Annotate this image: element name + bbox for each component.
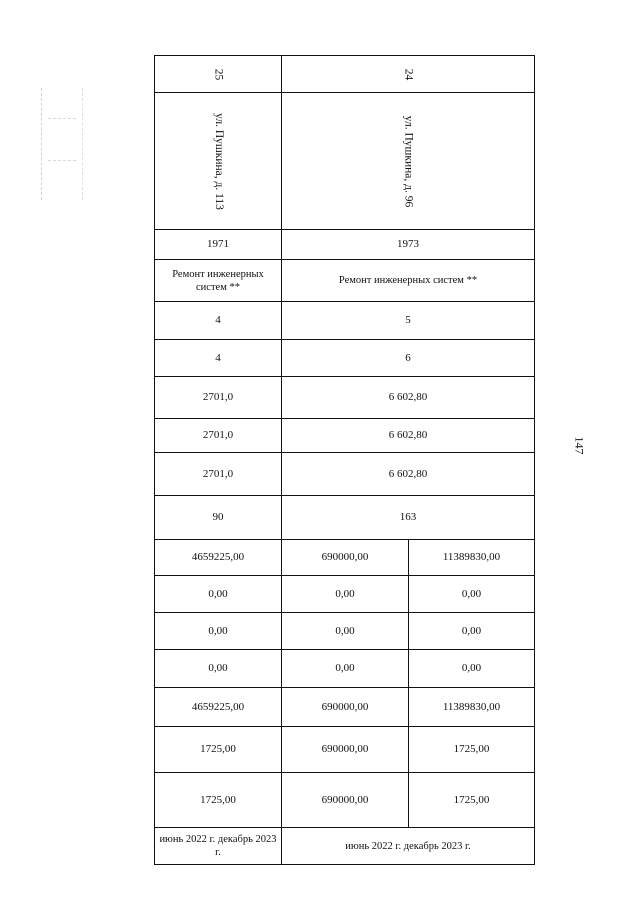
table-row bbox=[155, 727, 535, 773]
cell-right: 0,00 bbox=[409, 650, 535, 688]
page-number: 147 bbox=[572, 436, 587, 455]
address-left: ул. Пушкина, д. 113 bbox=[155, 93, 282, 230]
table-row bbox=[155, 540, 535, 576]
period-right: июнь 2022 г. декабрь 2023 г. bbox=[282, 828, 535, 865]
table-row bbox=[155, 773, 535, 828]
table-row bbox=[155, 340, 535, 377]
table-row bbox=[155, 688, 535, 727]
cell-middle: 690000,00 bbox=[282, 727, 409, 773]
table-row bbox=[155, 93, 535, 230]
column-number-right: 24 bbox=[282, 56, 535, 93]
table-row bbox=[155, 419, 535, 453]
cell-middle: 0,00 bbox=[282, 650, 409, 688]
cell-right: 11389830,00 bbox=[409, 688, 535, 727]
cell-right: 6 bbox=[282, 340, 535, 377]
cell-middle: 690000,00 bbox=[282, 773, 409, 828]
cell-right: 6 602,80 bbox=[282, 453, 535, 496]
table-row bbox=[155, 230, 535, 260]
cell-right: 0,00 bbox=[409, 576, 535, 613]
cell-left: 1725,00 bbox=[155, 773, 282, 828]
cell-right: 6 602,80 bbox=[282, 419, 535, 453]
work-type-right: Ремонт инженерных систем ** bbox=[282, 260, 535, 302]
period-left: июнь 2022 г. декабрь 2023 г. bbox=[155, 828, 282, 865]
scan-stamp-mark bbox=[41, 88, 83, 200]
table-row bbox=[155, 828, 535, 865]
table-row bbox=[155, 260, 535, 302]
cell-right: 6 602,80 bbox=[282, 377, 535, 419]
table-row bbox=[155, 302, 535, 340]
cell-right: 5 bbox=[282, 302, 535, 340]
table-row bbox=[155, 650, 535, 688]
table-row bbox=[155, 496, 535, 540]
work-type-left: Ремонт инженерных систем ** bbox=[155, 260, 282, 302]
cell-left: 4 bbox=[155, 340, 282, 377]
cell-right: 11389830,00 bbox=[409, 540, 535, 576]
table-row bbox=[155, 56, 535, 93]
cell-left: 0,00 bbox=[155, 613, 282, 650]
cell-left: 2701,0 bbox=[155, 377, 282, 419]
cell-left: 2701,0 bbox=[155, 419, 282, 453]
table-row bbox=[155, 377, 535, 419]
cell-right: 163 bbox=[282, 496, 535, 540]
table-row bbox=[155, 576, 535, 613]
year-right: 1973 bbox=[282, 230, 535, 260]
cell-left: 1725,00 bbox=[155, 727, 282, 773]
cell-middle: 0,00 bbox=[282, 613, 409, 650]
cell-right: 1725,00 bbox=[409, 773, 535, 828]
column-number-left: 25 bbox=[155, 56, 282, 93]
cell-middle: 0,00 bbox=[282, 576, 409, 613]
cell-left: 0,00 bbox=[155, 576, 282, 613]
year-left: 1971 bbox=[155, 230, 282, 260]
repair-table bbox=[154, 55, 535, 865]
cell-left: 4 bbox=[155, 302, 282, 340]
cell-middle: 690000,00 bbox=[282, 540, 409, 576]
table-row bbox=[155, 613, 535, 650]
cell-left: 90 bbox=[155, 496, 282, 540]
table-row bbox=[155, 453, 535, 496]
cell-left: 2701,0 bbox=[155, 453, 282, 496]
cell-middle: 690000,00 bbox=[282, 688, 409, 727]
cell-left: 4659225,00 bbox=[155, 688, 282, 727]
cell-right: 0,00 bbox=[409, 613, 535, 650]
address-right: ул. Пушкина, д. 96 bbox=[282, 93, 535, 230]
cell-right: 1725,00 bbox=[409, 727, 535, 773]
cell-left: 4659225,00 bbox=[155, 540, 282, 576]
cell-left: 0,00 bbox=[155, 650, 282, 688]
